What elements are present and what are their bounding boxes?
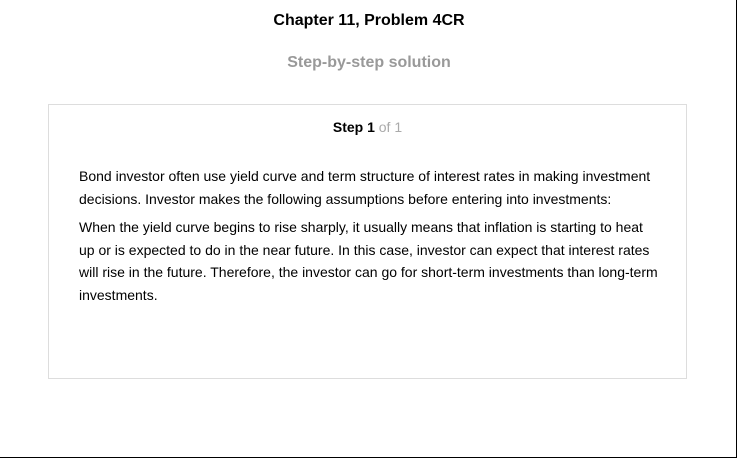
step-header — [49, 118, 686, 136]
step-label: Step 1 — [332, 119, 375, 135]
step-body — [79, 165, 661, 312]
step-count: of 1 — [378, 119, 403, 135]
step-paragraph: When the yield curve begins to rise sharply, it usually means that inflation is starting to heat up or is expected to do in the near future. In this case, investor can expect that interest rates will rise in the future. Therefore, the investor can go for short-term investments than long-term investments. — [79, 219, 658, 303]
solution-subtitle: Step-by-step solution — [287, 54, 451, 71]
chapter-title: Chapter 11, Problem 4CR — [273, 12, 465, 29]
step-card — [48, 104, 687, 379]
step-paragraph: Bond investor often use yield curve and term structure of interest rates in making investment decisions. Investor makes the following assumptions before entering into investments: — [79, 168, 651, 207]
